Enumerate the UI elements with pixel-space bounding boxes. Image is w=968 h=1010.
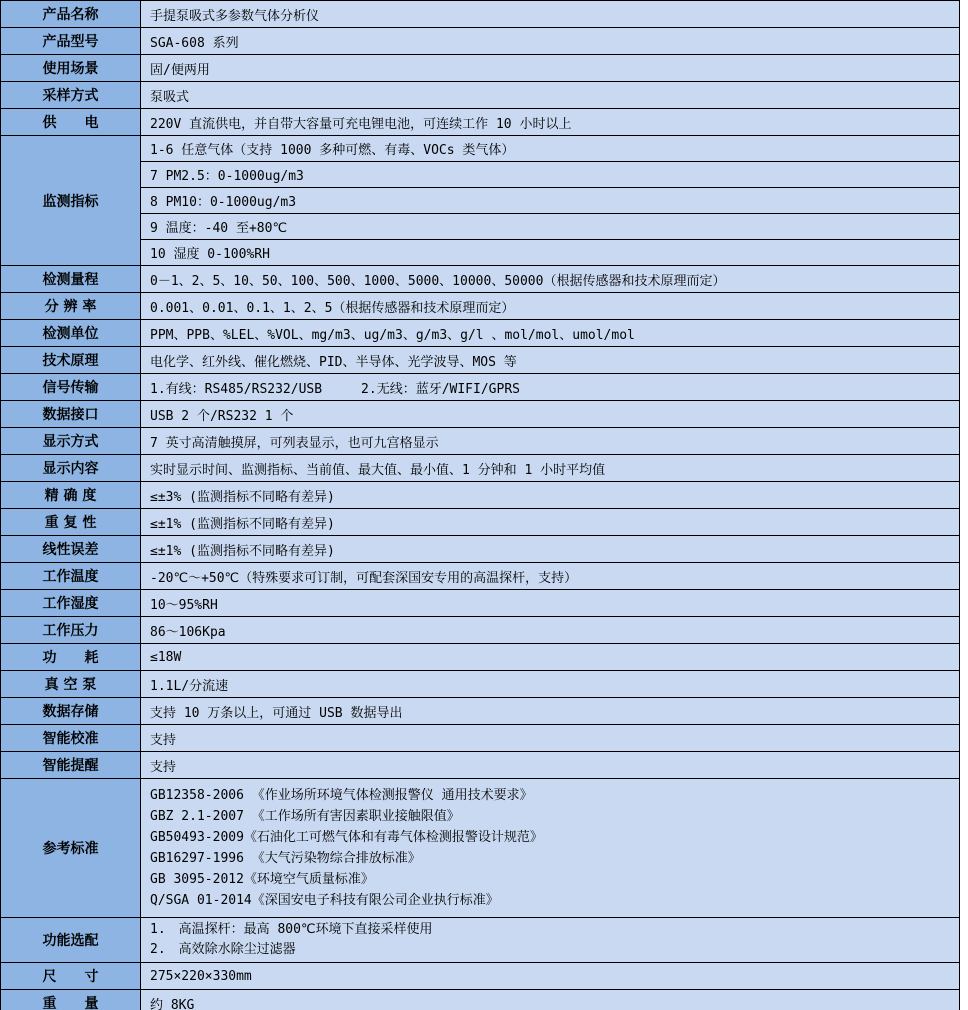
spec-row-operating-humidity bbox=[1, 590, 960, 617]
spec-row-product-name bbox=[1, 1, 960, 28]
spec-row-detection-range bbox=[1, 266, 960, 293]
spec-value: SGA-608 系列 bbox=[141, 28, 960, 55]
standards-line: GB 3095-2012《环境空气质量标准》 bbox=[150, 872, 374, 887]
spec-value: 固/便两用 bbox=[141, 55, 960, 82]
spec-row-optional-functions bbox=[1, 918, 960, 963]
spec-label: 真 空 泵 bbox=[1, 671, 141, 698]
spec-value: 手提泵吸式多参数气体分析仪 bbox=[141, 1, 960, 28]
spec-value: ≤18W bbox=[141, 644, 960, 671]
spec-value: 电化学、红外线、催化燃烧、PID、半导体、光学波导、MOS 等 bbox=[141, 347, 960, 374]
spec-row-power-consumption bbox=[1, 644, 960, 671]
spec-label: 重 量 bbox=[1, 990, 141, 1010]
spec-row-usage-scenario bbox=[1, 55, 960, 82]
monitor-item: 9 温度：-40 至+80℃ bbox=[141, 214, 960, 240]
spec-label-standards: 参考标准 bbox=[1, 779, 141, 918]
spec-row-display-content bbox=[1, 455, 960, 482]
options-cell bbox=[141, 918, 960, 963]
standards-line: GB16297-1996 《大气污染物综合排放标准》 bbox=[150, 851, 421, 866]
spec-row-reference-standards bbox=[1, 779, 960, 918]
spec-label: 信号传输 bbox=[1, 374, 141, 401]
spec-value: 实时显示时间、监测指标、当前值、最大值、最小值、1 分钟和 1 小时平均值 bbox=[141, 455, 960, 482]
spec-label: 线性误差 bbox=[1, 536, 141, 563]
spec-value: ≤±3% (监测指标不同略有差异) bbox=[141, 482, 960, 509]
spec-label: 显示方式 bbox=[1, 428, 141, 455]
spec-row-weight bbox=[1, 990, 960, 1010]
spec-row-technical-principle bbox=[1, 347, 960, 374]
spec-row-repeatability bbox=[1, 509, 960, 536]
spec-label: 技术原理 bbox=[1, 347, 141, 374]
spec-label: 采样方式 bbox=[1, 82, 141, 109]
spec-value: 7 英寸高清触摸屏，可列表显示，也可九宫格显示 bbox=[141, 428, 960, 455]
spec-value: 约 8KG bbox=[141, 990, 960, 1010]
spec-label: 显示内容 bbox=[1, 455, 141, 482]
spec-label: 供 电 bbox=[1, 109, 141, 136]
standards-line: Q/SGA 01-2014《深国安电子科技有限公司企业执行标准》 bbox=[150, 893, 499, 908]
spec-value: ≤±1% (监测指标不同略有差异) bbox=[141, 509, 960, 536]
spec-row-monitor-item bbox=[1, 214, 960, 240]
spec-row-vacuum-pump bbox=[1, 671, 960, 698]
spec-row-product-model bbox=[1, 28, 960, 55]
spec-label: 智能提醒 bbox=[1, 752, 141, 779]
spec-row-data-interface bbox=[1, 401, 960, 428]
spec-value: 10～95%RH bbox=[141, 590, 960, 617]
spec-label: 检测量程 bbox=[1, 266, 141, 293]
spec-row-accuracy bbox=[1, 482, 960, 509]
spec-row-operating-temperature bbox=[1, 563, 960, 590]
spec-value: 支持 bbox=[141, 725, 960, 752]
spec-value: ≤±1% (监测指标不同略有差异) bbox=[141, 536, 960, 563]
spec-label: 数据接口 bbox=[1, 401, 141, 428]
spec-value: -20℃～+50℃（特殊要求可订制，可配套深国安专用的高温探杆，支持） bbox=[141, 563, 960, 590]
spec-label: 功 耗 bbox=[1, 644, 141, 671]
spec-label: 工作湿度 bbox=[1, 590, 141, 617]
standards-line: GBZ 2.1-2007 《工作场所有害因素职业接触限值》 bbox=[150, 809, 460, 824]
spec-value: 0－1、2、5、10、50、100、500、1000、5000、10000、50000（根据传感器和技术原理而定） bbox=[141, 266, 960, 293]
spec-label: 检测单位 bbox=[1, 320, 141, 347]
spec-row-power-supply bbox=[1, 109, 960, 136]
spec-row-linearity-error bbox=[1, 536, 960, 563]
spec-row-smart-calibration bbox=[1, 725, 960, 752]
monitor-item: 1-6 任意气体（支持 1000 多种可燃、有毒、VOCs 类气体） bbox=[141, 136, 960, 162]
spec-value: 泵吸式 bbox=[141, 82, 960, 109]
monitor-item: 10 湿度 0-100%RH bbox=[141, 240, 960, 266]
spec-row-monitor-item bbox=[1, 162, 960, 188]
spec-value: USB 2 个/RS232 1 个 bbox=[141, 401, 960, 428]
spec-row-smart-reminder bbox=[1, 752, 960, 779]
spec-value: 支持 10 万条以上，可通过 USB 数据导出 bbox=[141, 698, 960, 725]
spec-label: 工作压力 bbox=[1, 617, 141, 644]
spec-label: 分 辨 率 bbox=[1, 293, 141, 320]
spec-label: 数据存储 bbox=[1, 698, 141, 725]
standards-line: GB12358-2006 《作业场所环境气体检测报警仪 通用技术要求》 bbox=[150, 788, 533, 803]
spec-row-resolution bbox=[1, 293, 960, 320]
spec-row-monitor-item bbox=[1, 240, 960, 266]
spec-label: 使用场景 bbox=[1, 55, 141, 82]
spec-row-monitor-item bbox=[1, 188, 960, 214]
spec-row-signal-transmission bbox=[1, 374, 960, 401]
spec-row-detection-units bbox=[1, 320, 960, 347]
spec-label-options: 功能选配 bbox=[1, 918, 141, 963]
spec-label: 产品型号 bbox=[1, 28, 141, 55]
options-line: 2. 高效除水除尘过滤器 bbox=[150, 942, 296, 957]
spec-label: 重 复 性 bbox=[1, 509, 141, 536]
spec-row-display-mode bbox=[1, 428, 960, 455]
spec-value: 0.001、0.01、0.1、1、2、5（根据传感器和技术原理而定） bbox=[141, 293, 960, 320]
spec-row-monitor-indicators bbox=[1, 136, 960, 162]
spec-value: 1.有线：RS485/RS232/USB 2.无线：蓝牙/WIFI/GPRS bbox=[141, 374, 960, 401]
spec-value: PPM、PPB、%LEL、%VOL、mg/m3、ug/m3、g/m3、g/l 、mol/mol、umol/mol bbox=[141, 320, 960, 347]
spec-row-sampling-method bbox=[1, 82, 960, 109]
standards-cell bbox=[141, 779, 960, 918]
spec-value: 86～106Kpa bbox=[141, 617, 960, 644]
spec-row-operating-pressure bbox=[1, 617, 960, 644]
monitor-item: 7 PM2.5：0-1000ug/m3 bbox=[141, 162, 960, 188]
spec-row-data-storage bbox=[1, 698, 960, 725]
spec-row-dimensions bbox=[1, 963, 960, 990]
options-line: 1. 高温探杆：最高 800℃环境下直接采样使用 bbox=[150, 922, 433, 937]
monitor-item: 8 PM10：0-1000ug/m3 bbox=[141, 188, 960, 214]
standards-line: GB50493-2009《石油化工可燃气体和有毒气体检测报警设计规范》 bbox=[150, 830, 543, 845]
spec-value: 220V 直流供电，并自带大容量可充电锂电池，可连续工作 10 小时以上 bbox=[141, 109, 960, 136]
spec-label: 尺 寸 bbox=[1, 963, 141, 990]
spec-label: 智能校准 bbox=[1, 725, 141, 752]
spec-label: 产品名称 bbox=[1, 1, 141, 28]
spec-value: 275×220×330mm bbox=[141, 963, 960, 990]
spec-value: 1.1L/分流速 bbox=[141, 671, 960, 698]
spec-value: 支持 bbox=[141, 752, 960, 779]
spec-label-monitor: 监测指标 bbox=[1, 136, 141, 266]
spec-label: 工作温度 bbox=[1, 563, 141, 590]
spec-label: 精 确 度 bbox=[1, 482, 141, 509]
